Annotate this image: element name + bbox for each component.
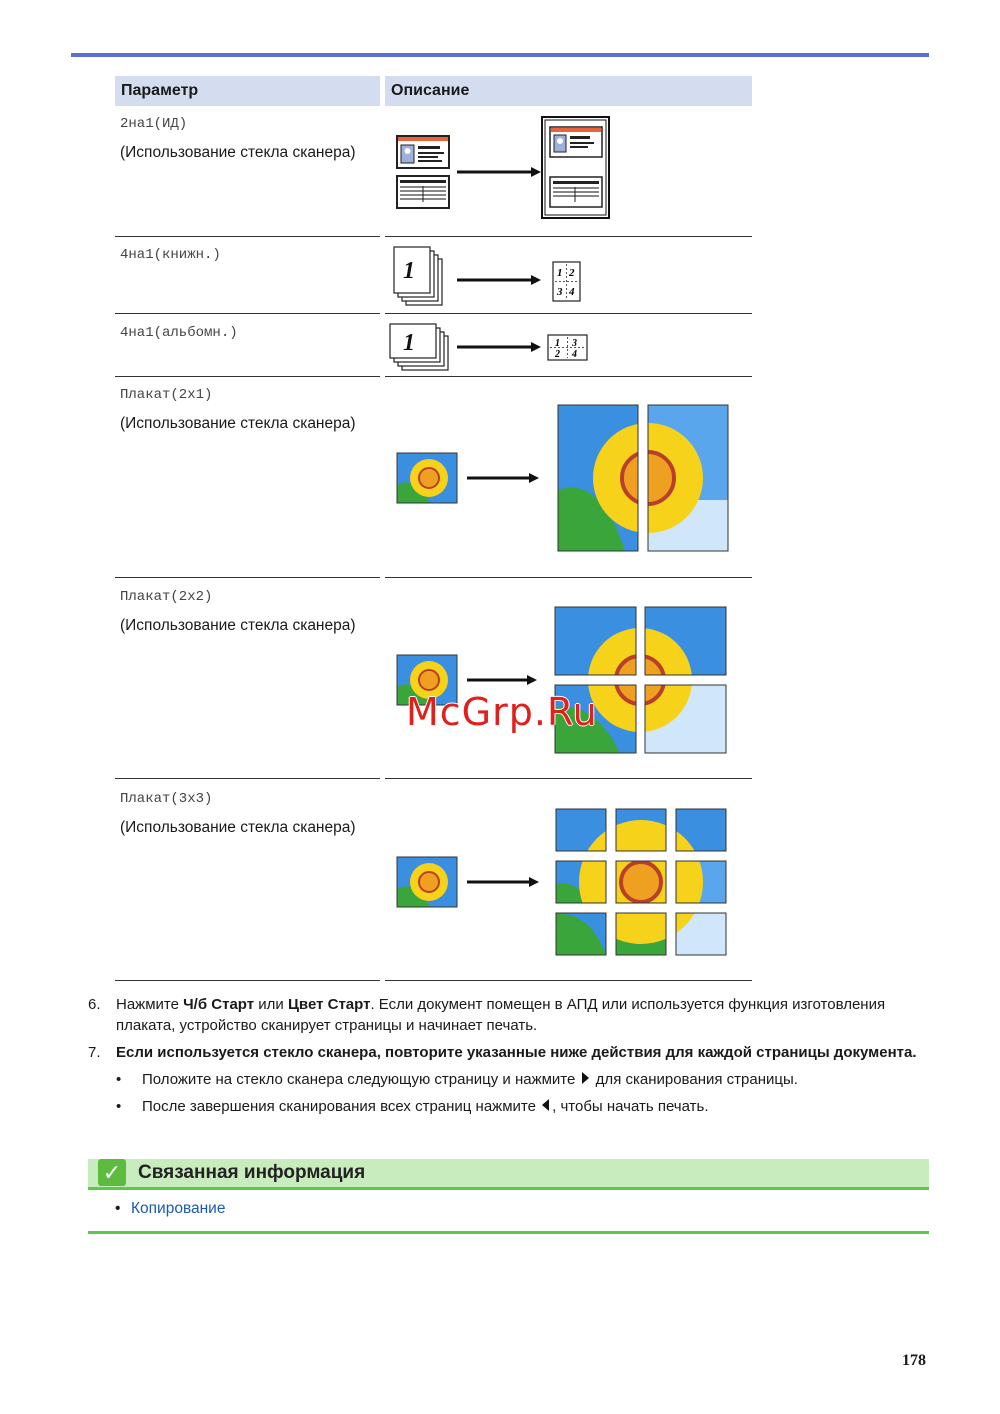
svg-text:1: 1 (403, 330, 415, 356)
param-name: 4на1(книжн.) (120, 247, 221, 263)
svg-text:3: 3 (557, 286, 563, 298)
checkmark-icon: ✓ (98, 1159, 126, 1186)
table-header-desc: Описание (385, 76, 752, 106)
svg-text:1: 1 (555, 338, 560, 349)
row-divider (115, 236, 380, 237)
page-number: 178 (902, 1352, 926, 1369)
row-divider (385, 577, 752, 578)
4in1-landscape-diagram (385, 318, 752, 376)
param-note: (Использование стекла сканера) (120, 415, 356, 432)
list-item: • После завершения сканирования всех страниц нажмите , чтобы начать печать. (116, 1098, 709, 1115)
step-6: 6. Нажмите Ч/б Старт или Цвет Старт. Если документ помещен в АПД или используется функция изготовления плаката, устройство сканирует страницы и начинает печать. (88, 996, 886, 1034)
table-header-param: Параметр (115, 76, 380, 106)
svg-text:3: 3 (572, 338, 577, 349)
param-note: (Использование стекла сканера) (120, 617, 356, 634)
table-row (115, 791, 380, 837)
step-number: 7. (88, 1044, 101, 1061)
row-divider (115, 577, 380, 578)
svg-text:4: 4 (572, 349, 577, 360)
poster-3x3-diagram (385, 784, 752, 980)
row-divider (115, 980, 380, 981)
color-start-button-label: Цвет Старт (287, 996, 371, 1013)
param-name: Плакат(3x3) (120, 791, 213, 807)
watermark: McGrp.Ru (406, 690, 598, 734)
table-row (115, 325, 380, 341)
table-row (115, 589, 380, 635)
row-divider (385, 236, 752, 237)
row-divider (115, 313, 380, 314)
triangle-right-icon (582, 1072, 589, 1084)
row-divider (385, 376, 752, 377)
param-note: (Использование стекла сканера) (120, 819, 356, 836)
svg-text:2: 2 (569, 267, 575, 279)
row-divider (385, 313, 752, 314)
4in1-portrait-diagram (385, 240, 752, 312)
table-row (115, 247, 380, 263)
id-copy-diagram (385, 110, 752, 230)
table-row (115, 116, 380, 162)
row-divider (115, 778, 380, 779)
poster-2x1-diagram (385, 380, 752, 578)
row-divider (385, 778, 752, 779)
row-divider (115, 376, 380, 377)
svg-text:1: 1 (557, 267, 563, 279)
list-item: • Копирование (115, 1200, 226, 1217)
related-info-header (88, 1159, 929, 1190)
page-label: 1 (403, 258, 415, 284)
param-note: (Использование стекла сканера) (120, 144, 356, 161)
triangle-left-icon (542, 1099, 549, 1111)
table-row (115, 387, 380, 433)
poster-2x2-diagram (385, 582, 752, 778)
param-name: Плакат(2x2) (120, 589, 213, 605)
step-number: 6. (88, 996, 101, 1013)
bottom-rule (88, 1231, 929, 1234)
list-item: • Положите на стекло сканера следующую страницу и нажмите для сканирования страницы. (116, 1071, 798, 1088)
svg-text:2: 2 (555, 349, 560, 360)
param-name: 4на1(альбомн.) (120, 325, 238, 341)
top-rule (71, 53, 929, 57)
svg-text:4: 4 (569, 286, 575, 298)
param-name: 2на1(ИД) (120, 116, 188, 132)
steps-list (88, 994, 928, 1123)
copy-link[interactable]: Копирование (131, 1200, 226, 1217)
param-name: Плакат(2x1) (120, 387, 213, 403)
row-divider (385, 980, 752, 981)
step-7: 7. Если используется стекло сканера, повторите указанные ниже действия для каждой страницы документа. (88, 1044, 917, 1061)
related-info-title: Связанная информация (138, 1162, 366, 1183)
mono-start-button-label: Ч/б Старт (183, 996, 255, 1013)
